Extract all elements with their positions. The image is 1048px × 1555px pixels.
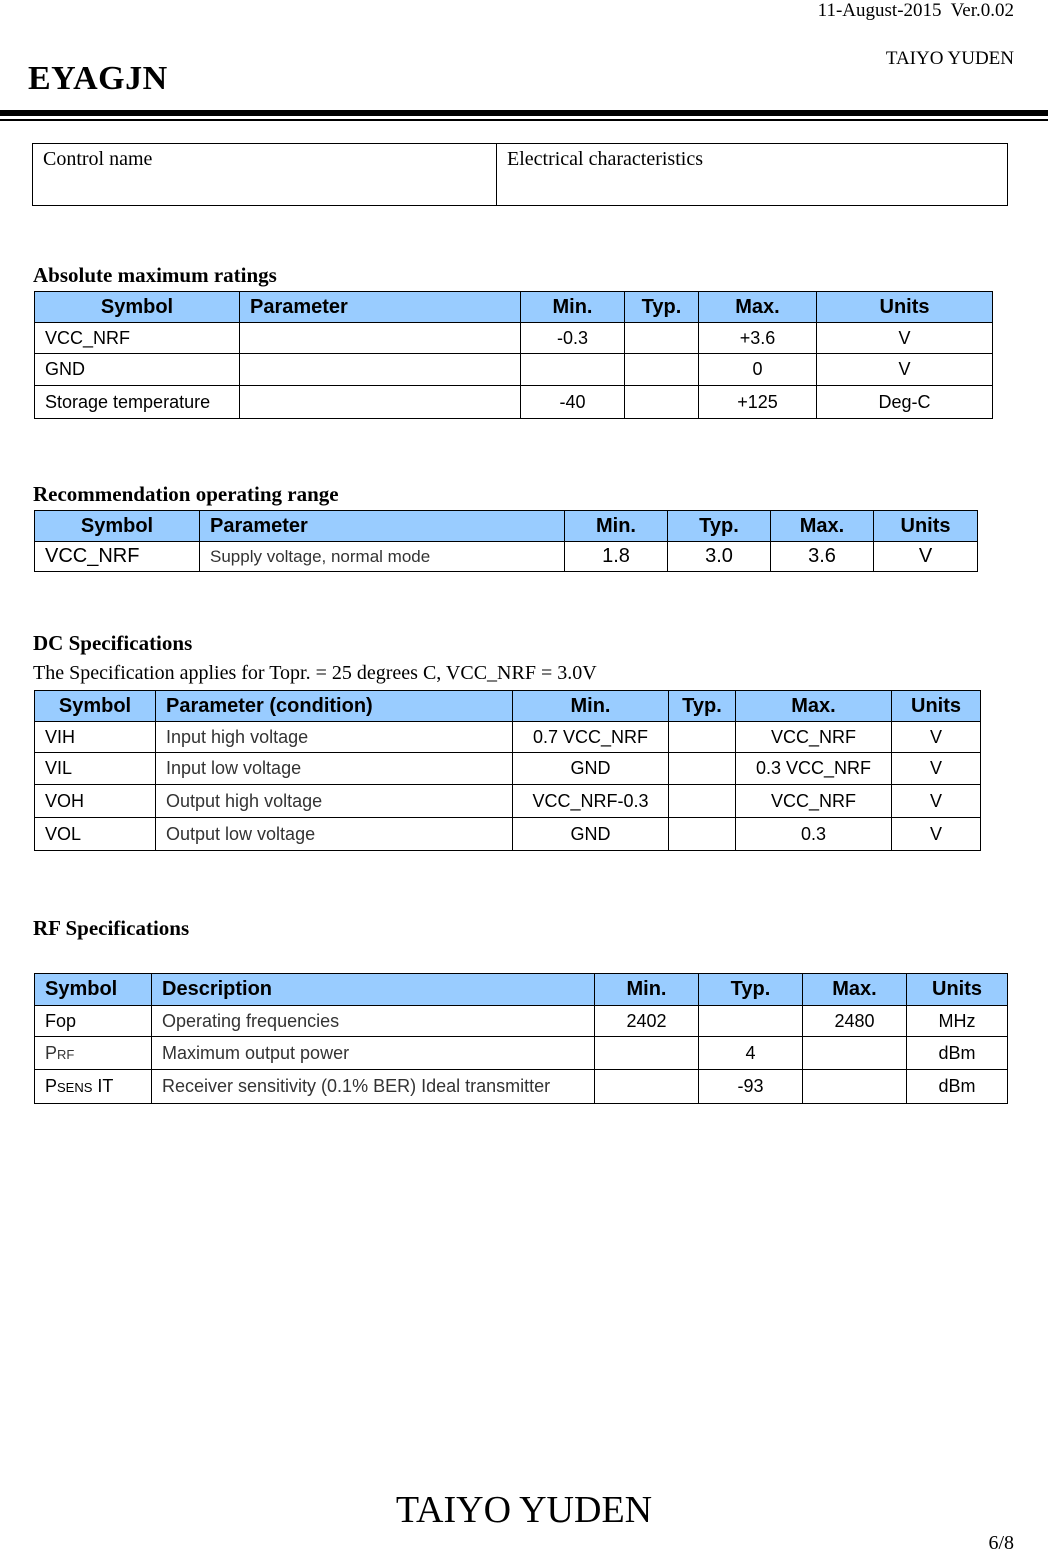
abs-max-title: Absolute maximum ratings	[33, 263, 277, 287]
cell-description: Operating frequencies	[152, 1006, 595, 1037]
cell-typ	[625, 323, 699, 354]
cell-symbol: GND	[35, 354, 240, 386]
cell-units: V	[892, 785, 981, 818]
cell-min: 1.8	[565, 542, 668, 572]
table-row	[35, 785, 981, 818]
col-typ: Typ.	[669, 691, 736, 722]
rf-spec-title: RF Specifications	[33, 916, 190, 940]
cell-max: 0.3 VCC_NRF	[736, 753, 892, 785]
cell-min: GND	[513, 818, 669, 851]
cell-units: Deg-C	[817, 386, 993, 419]
table-row	[35, 722, 981, 753]
cell-parameter	[240, 386, 521, 419]
header-rule-thin	[0, 119, 1048, 121]
cell-max: 0	[699, 354, 817, 386]
footer-company-name: TAIYO YUDEN	[395, 1489, 653, 1531]
cell-units: V	[874, 542, 978, 572]
cell-parameter	[240, 354, 521, 386]
rec-range-title: Recommendation operating range	[33, 482, 339, 506]
rec-range-table	[34, 510, 978, 572]
cell-description: Maximum output power	[152, 1037, 595, 1070]
cell-typ	[669, 818, 736, 851]
cell-min: 0.7 VCC_NRF	[513, 722, 669, 753]
model-name: EYAGJN	[28, 60, 168, 97]
cell-units: V	[817, 323, 993, 354]
cell-symbol: Storage temperature	[35, 386, 240, 419]
cell-typ	[669, 785, 736, 818]
cell-parameter: Output high voltage	[156, 785, 513, 818]
col-parameter: Parameter	[240, 292, 521, 323]
col-parameter: Parameter (condition)	[156, 691, 513, 722]
cell-parameter: Output low voltage	[156, 818, 513, 851]
cell-symbol: VOL	[35, 818, 156, 851]
cell-max: 3.6	[771, 542, 874, 572]
cell-parameter: Supply voltage, normal mode	[200, 542, 565, 572]
cell-typ: -93	[699, 1070, 803, 1104]
dc-spec-subtitle: The Specification applies for Topr. = 25 degrees C, VCC_NRF = 3.0V	[33, 662, 597, 684]
symbol-tail: IT	[92, 1076, 114, 1096]
col-max: Max.	[803, 974, 907, 1006]
cell-units: MHz	[907, 1006, 1008, 1037]
table-row	[35, 542, 978, 572]
symbol-subscript: SENS	[57, 1080, 93, 1095]
cell-typ	[669, 722, 736, 753]
table-row	[35, 1070, 1008, 1104]
col-symbol: Symbol	[35, 511, 200, 542]
symbol-main: P	[45, 1076, 58, 1096]
table-header-row	[35, 974, 1008, 1006]
cell-max: VCC_NRF	[736, 722, 892, 753]
cell-max: VCC_NRF	[736, 785, 892, 818]
cell-max	[803, 1037, 907, 1070]
control-name-cell: Control name	[33, 144, 497, 206]
cell-parameter	[240, 323, 521, 354]
cell-units: V	[892, 753, 981, 785]
col-max: Max.	[771, 511, 874, 542]
col-min: Min.	[513, 691, 669, 722]
cell-min: -0.3	[521, 323, 625, 354]
cell-parameter: Input low voltage	[156, 753, 513, 785]
cell-min	[521, 354, 625, 386]
col-max: Max.	[736, 691, 892, 722]
table-row	[35, 354, 993, 386]
col-units: Units	[907, 974, 1008, 1006]
cell-typ	[625, 386, 699, 419]
table-row	[35, 818, 981, 851]
symbol-main: P	[45, 1042, 58, 1063]
cell-symbol	[35, 1006, 152, 1037]
cell-symbol: VIH	[35, 722, 156, 753]
dc-spec-title: DC Specifications	[33, 631, 193, 655]
cell-symbol	[35, 1070, 152, 1104]
cell-typ	[699, 1006, 803, 1037]
col-typ: Typ.	[668, 511, 771, 542]
electrical-characteristics-cell: Electrical characteristics	[497, 144, 1008, 206]
cell-units: V	[892, 818, 981, 851]
col-min: Min.	[521, 292, 625, 323]
cell-units: V	[817, 354, 993, 386]
cell-symbol: VCC_NRF	[35, 323, 240, 354]
cell-description: Receiver sensitivity (0.1% BER) Ideal transmitter	[152, 1070, 595, 1104]
col-symbol: Symbol	[35, 691, 156, 722]
cell-units: dBm	[907, 1037, 1008, 1070]
rf-spec-table	[34, 973, 1008, 1104]
col-symbol: Symbol	[35, 974, 152, 1006]
cell-max: 0.3	[736, 818, 892, 851]
cell-units: dBm	[907, 1070, 1008, 1104]
cell-typ	[625, 354, 699, 386]
col-description: Description	[152, 974, 595, 1006]
cell-max: +125	[699, 386, 817, 419]
table-header-row	[35, 691, 981, 722]
cell-symbol: VIL	[35, 753, 156, 785]
cell-max	[803, 1070, 907, 1104]
header-company-name: TAIYO YUDEN	[885, 48, 1014, 69]
cell-symbol: VOH	[35, 785, 156, 818]
cell-units: V	[892, 722, 981, 753]
cell-symbol	[35, 1037, 152, 1070]
col-units: Units	[817, 292, 993, 323]
table-row	[35, 1037, 1008, 1070]
col-typ: Typ.	[625, 292, 699, 323]
col-units: Units	[892, 691, 981, 722]
symbol-subscript: RF	[57, 1046, 75, 1062]
control-name-table	[32, 143, 1008, 206]
cell-typ: 4	[699, 1037, 803, 1070]
dc-spec-table	[34, 690, 981, 851]
table-row	[35, 1006, 1008, 1037]
table-row	[35, 753, 981, 785]
col-min: Min.	[595, 974, 699, 1006]
cell-min: 2402	[595, 1006, 699, 1037]
header-rule-thick	[0, 110, 1048, 116]
page-number: 6/8	[988, 1532, 1014, 1554]
cell-min	[595, 1070, 699, 1104]
cell-symbol: VCC_NRF	[35, 542, 200, 572]
col-parameter: Parameter	[200, 511, 565, 542]
table-row	[35, 386, 993, 419]
cell-min: -40	[521, 386, 625, 419]
col-typ: Typ.	[699, 974, 803, 1006]
cell-max: 2480	[803, 1006, 907, 1037]
col-max: Max.	[699, 292, 817, 323]
abs-max-table	[34, 291, 993, 419]
cell-max: +3.6	[699, 323, 817, 354]
symbol-main: Fop	[45, 1010, 77, 1031]
col-units: Units	[874, 511, 978, 542]
cell-min	[595, 1037, 699, 1070]
cell-min: VCC_NRF-0.3	[513, 785, 669, 818]
control-table-row	[33, 144, 1008, 206]
cell-typ	[669, 753, 736, 785]
cell-parameter: Input high voltage	[156, 722, 513, 753]
document-date-version: 11-August-2015 Ver.0.02	[817, 0, 1014, 21]
col-symbol: Symbol	[35, 292, 240, 323]
col-min: Min.	[565, 511, 668, 542]
table-header-row	[35, 292, 993, 323]
cell-typ: 3.0	[668, 542, 771, 572]
cell-min: GND	[513, 753, 669, 785]
table-header-row	[35, 511, 978, 542]
table-row	[35, 323, 993, 354]
